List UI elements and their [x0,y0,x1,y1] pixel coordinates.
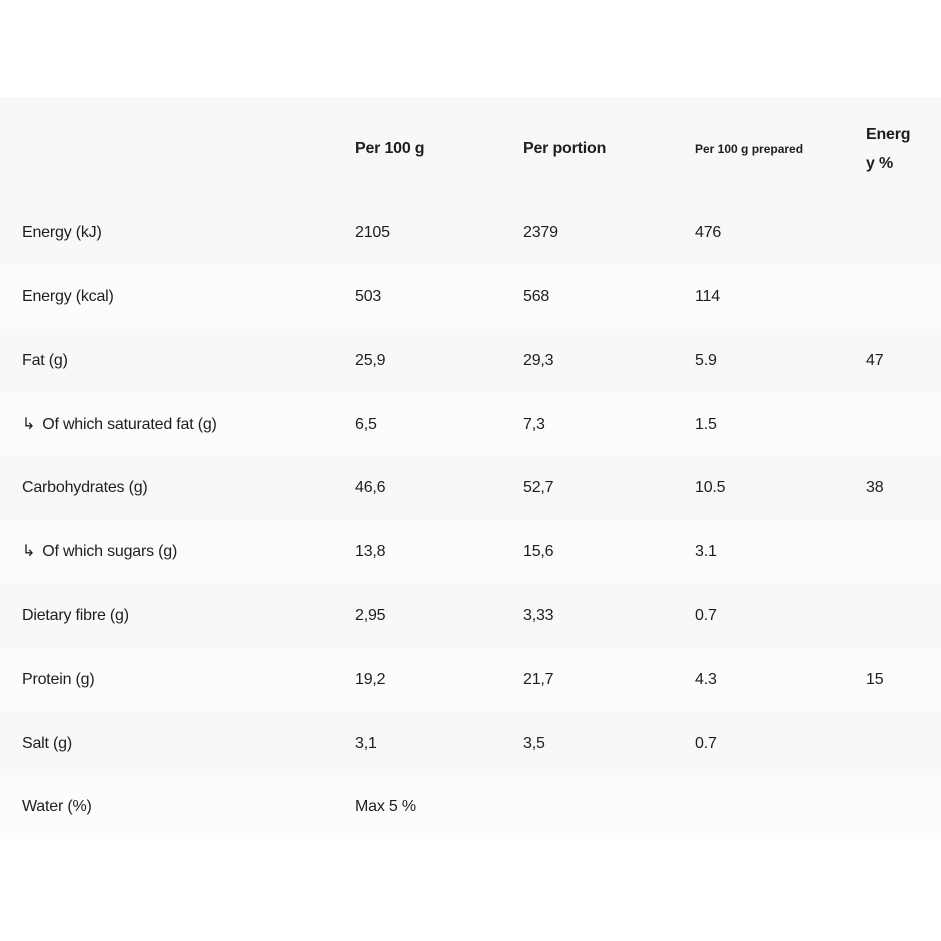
cell-per-portion: 15,6 [523,543,554,561]
cell-per-100g: 3,1 [355,734,377,752]
table-row [0,775,941,839]
cell-per-100g: 13,8 [355,543,386,561]
cell-per-100g-prepared: 5.9 [695,351,717,369]
row-label: Carbohydrates (g) [22,479,148,497]
table-row [0,201,941,265]
cell-per-100g-prepared: 476 [695,224,722,242]
column-header-energy-pct [866,120,941,178]
cell-per-portion: 3,33 [523,607,554,625]
table-row [0,711,941,775]
table-row [0,584,941,648]
cell-energy-pct: 38 [866,479,884,497]
row-label: Dietary fibre (g) [22,607,129,625]
table-row [0,520,941,584]
cell-per-100g: 2,95 [355,607,386,625]
row-label: Protein (g) [22,670,95,688]
cell-per-portion: 2379 [523,224,558,242]
table-header-row [0,97,941,201]
cell-per-100g: 6,5 [355,415,377,433]
cell-per-portion: 52,7 [523,479,554,497]
cell-per-100g: 503 [355,288,382,306]
cell-per-100g-prepared: 114 [695,288,720,306]
row-label: ↳ Of which sugars (g) [22,543,178,561]
cell-per-100g: 25,9 [355,351,386,369]
column-header-per-100g-prepared: Per 100 g prepared [695,141,804,156]
cell-per-portion: 21,7 [523,670,554,688]
table-row [0,648,941,712]
cell-per-portion: 29,3 [523,351,554,369]
row-label: Water (%) [22,798,92,816]
cell-per-100g: 46,6 [355,479,386,497]
row-label: Fat (g) [22,351,68,369]
cell-per-portion: 7,3 [523,415,545,433]
row-label: Energy (kJ) [22,224,102,242]
cell-per-100g-prepared: 1.5 [695,415,717,433]
cell-per-portion: 568 [523,288,550,306]
column-header-per-portion: Per portion [523,140,607,158]
column-header-per-100g: Per 100 g [355,140,425,158]
table-row [0,329,941,393]
cell-energy-pct: 47 [866,351,884,369]
row-label: Energy (kcal) [22,288,114,306]
cell-per-100g-prepared: 10.5 [695,479,726,497]
table-row [0,456,941,520]
cell-per-100g-prepared: 4.3 [695,670,717,688]
cell-per-100g: Max 5 % [355,798,416,816]
cell-per-100g-prepared: 0.7 [695,607,717,625]
row-label: Salt (g) [22,734,72,752]
cell-per-100g: 2105 [355,224,390,242]
table-row [0,265,941,329]
cell-per-100g-prepared: 3.1 [695,543,717,561]
cell-energy-pct: 15 [866,670,884,688]
sub-item-arrow-icon: ↳ [22,543,36,561]
cell-per-100g-prepared: 0.7 [695,734,717,752]
row-label: ↳ Of which saturated fat (g) [22,415,217,433]
sub-item-arrow-icon: ↳ [22,415,36,433]
cell-per-100g: 19,2 [355,670,386,688]
table-row [0,392,941,456]
cell-per-portion: 3,5 [523,734,545,752]
column-header-energy-pct-text: Energy % [866,126,911,172]
nutrition-table [0,97,941,839]
